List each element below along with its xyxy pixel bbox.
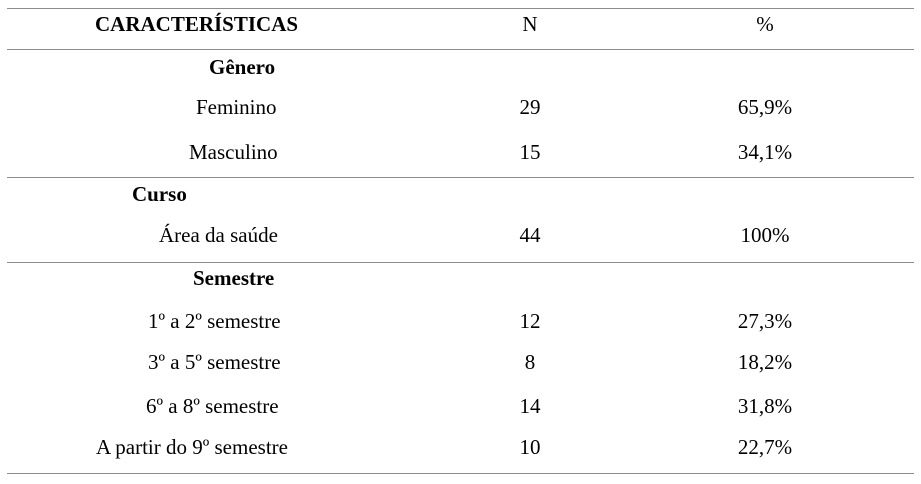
row-label: 6º a 8º semestre — [146, 394, 279, 418]
row-n: 29 — [519, 95, 541, 119]
row-percent: 22,7% — [737, 435, 793, 459]
row-n: 44 — [519, 223, 541, 247]
row-percent: 34,1% — [737, 140, 793, 164]
row-label: Masculino — [189, 140, 278, 164]
header-percent: % — [756, 12, 774, 36]
table-top-rule — [7, 8, 914, 9]
row-n: 15 — [519, 140, 541, 164]
header-rule — [7, 49, 914, 50]
row-n: 8 — [524, 350, 536, 374]
table-bottom-rule — [7, 473, 914, 474]
header-n: N — [522, 12, 538, 36]
row-n: 10 — [519, 435, 541, 459]
row-percent: 65,9% — [737, 95, 793, 119]
row-percent: 18,2% — [737, 350, 793, 374]
row-label: Área da saúde — [159, 223, 278, 247]
section-title-curso: Curso — [132, 182, 187, 206]
row-percent: 31,8% — [737, 394, 793, 418]
section-rule-curso — [7, 262, 914, 263]
header-characteristics: CARACTERÍSTICAS — [95, 12, 299, 36]
row-n: 14 — [519, 394, 541, 418]
row-percent: 100% — [740, 223, 790, 247]
row-label: A partir do 9º semestre — [96, 435, 288, 459]
row-n: 12 — [519, 309, 541, 333]
row-label: 1º a 2º semestre — [148, 309, 281, 333]
section-title-genero: Gênero — [209, 55, 276, 79]
section-rule-genero — [7, 177, 914, 178]
row-label: Feminino — [196, 95, 277, 119]
row-percent: 27,3% — [737, 309, 793, 333]
section-title-semestre: Semestre — [193, 266, 275, 290]
row-label: 3º a 5º semestre — [148, 350, 281, 374]
